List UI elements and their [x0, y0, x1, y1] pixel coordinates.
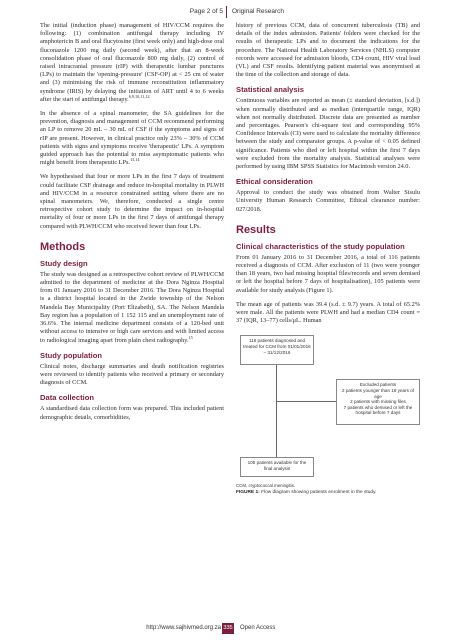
page-header — [0, 6, 453, 20]
flow-box-excluded — [336, 379, 420, 425]
paragraph: Approval to conduct the study was obtained from Walter Sisulu University Human Research Committee, Ethical clearance number: 027/2018. — [236, 189, 420, 213]
paragraph-text: The initial (induction phase) management of HIV/CCM requires the following: (1) combination antifungal therapy including IV amphotericin B and oral flucytosine (first week only) and high-dose oral fluconazole 1200 mg daily (second week), after that an 8-week consolidation phase of oral fluconazole 800 mg daily, (2) control of raised intracranial pressure (rIP) with therapeutic lumbar punctures (LPs) to maintain the 'opening-pressure' (CSF-OP) at < 25 cm of water and (3) minimising the risk of immune reconstitution inflammatory syndrome (IRIS) by delaying the initiation of ART until 4 to 6 weeks after the start of antifungal therapy. — [40, 22, 224, 103]
paragraph: Continuous variables are reported as mean (± standard deviation, [s.d.]) when normally distributed and as median (interquartile range, IQR) when not normally distributed. Discrete data are presented as number and percentages. Pearson's chi-square test and corresponding 95% Confidence Intervals (CI) were used to calculate the mortality difference between the study and comparator groups. A p-value of < 0.05 defined significance. Patients who died or left hospital within the first 7 days were excluded from the mortality analysis. Statistical analyses were performed by using IBM SPSS Statistics for Macintosh version 24.0. — [236, 97, 420, 171]
header-divider — [226, 6, 227, 18]
flow-connector — [276, 365, 277, 457]
paragraph: history of previous CCM, data of concurrent tuberculosis (TB) and details of the index admission. Patients' folders were checked for the results of therapeutic LPs and to document the indications for the procedure. The National Health Laboratory Services (NHLS) computer records were accessed for admission bloods, CD4 count, HIV viral load (VL) and CSF results. Identifying patient material was anonymised at the time of the collection and storage of data. — [236, 22, 420, 79]
paragraph: A standardised data collection form was prepared. This included patient demographic details, comorbidities, — [40, 405, 224, 421]
figure-caption-text: Flow diagram showing patients enrolment in the study. — [261, 490, 377, 496]
excluded-item: 2 patients younger than 18 years of age — [341, 388, 415, 399]
flow-box-total: 116 patients diagnosed and treated for CCM from 01/01/2016 – 31/12/2016 — [240, 335, 314, 365]
paragraph: From 01 January 2016 to 31 December 2016, a total of 116 patients received a diagnosis of CCM. After exclusion of 11 (two were younger than 18 years, two had missing hospital files/records and seven demised or left the hospital before 7 days of hospitalisation), 105 patients were available for study analysis (Figure 1). — [236, 253, 420, 294]
journal-link[interactable]: http://www.sajhivmed.org.za — [146, 625, 221, 631]
ethics-heading: Ethical consideration — [236, 177, 313, 187]
clinical-characteristics-heading: Clinical characteristics of the study population — [236, 241, 405, 251]
paragraph — [40, 271, 224, 345]
citation: 6,9,10,11,12 — [128, 93, 150, 99]
paragraph-text: In the absence of a spinal manometer, the SA guidelines for the prevention, diagnosis and management of CCM recommend performing an LP to remove 20 mL – 30 mL of CSF if the symptoms and signs of rIP are present. However, in clinical practice only 23% – 30% of CCM patients with signs and symptoms receive 'therapeutic' LPs. A symptom guided approach has the potential to miss asymptomatic patients who might benefit from therapeutic LPs. — [40, 110, 224, 167]
citation: 15 — [188, 334, 193, 340]
statistical-analysis-heading: Statistical analysis — [236, 85, 304, 95]
paragraph — [40, 22, 224, 104]
data-collection-heading: Data collection — [40, 393, 95, 403]
page-footer — [0, 623, 453, 635]
flow-box-final: 105 patients available for the final analysis — [240, 457, 314, 477]
flow-diagram — [236, 331, 420, 481]
results-heading: Results — [236, 223, 276, 236]
page-number-badge: 335 — [222, 623, 234, 634]
study-population-heading: Study population — [40, 350, 103, 360]
excluded-item: 7 patients who demised or left the hospital before 7 days — [343, 404, 413, 416]
excluded-title: Excluded patients — [359, 382, 397, 388]
open-access-label: Open Access — [240, 625, 276, 631]
section-label: Original Research — [232, 8, 285, 15]
study-design-heading: Study design — [40, 258, 88, 268]
paragraph: We hypothesised that four or more LPs in the first 7 days of treatment could facilitate CSF drainage and reduce in-hospital mortality in PLWH and HIV/CCM in a resource constrained setting where there are no spinal manometers. We, therefore, conducted a single centre retrospective cohort study to determine the impact on in-hospital mortality of four or more LPs in the first 7 days of antifungal therapy compared with PLWH/CCM who received fewer than four LPs. — [40, 173, 224, 230]
figure-caption — [236, 490, 420, 495]
figure-label: FIGURE 1: — [236, 490, 260, 496]
paragraph: The mean age of patients was 39.4 (s.d. ± 9.7) years. A total of 65.2% were male. All the patients were PLWH and had a median CD4 count = 37 (IQR, 13–77) cells/μL. Human — [236, 300, 420, 325]
paragraph: Clinical notes, discharge summaries and death notification registries were reviewed to identify patients who received a primary or secondary diagnosis of CCM. — [40, 362, 224, 387]
citation: 13,14 — [130, 157, 140, 163]
methods-heading: Methods — [40, 240, 86, 253]
flow-connector — [276, 401, 336, 402]
paragraph — [40, 110, 224, 167]
left-column — [40, 22, 224, 428]
paragraph-text: The study was designed as a retrospective cohort review of PLWH/CCM admitted to the department of medicine at the Dora Nginza Hospital from 01 January 2016 to 31 December 2016. The Dora Nginza Hospital is a district hospital located in the Zwide township of the Nelson Mandela Bay Municipality (Port Elizabeth), SA. The Nelson Mandela Bay region has a population of 1 152 115 and an unemployment rate of 36.6%. The internal medicine department consists of a 120-bed unit without access to intensive or high care services and with limited access to radiological imaging apart from plain chest radiography. — [40, 270, 224, 344]
right-column — [236, 22, 420, 495]
figure-abbreviation: CCM, cryptococcal meningitis. — [236, 483, 296, 489]
page-number-label: Page 2 of 5 — [189, 8, 223, 15]
excluded-item: 2 patients with missing files — [350, 399, 406, 405]
